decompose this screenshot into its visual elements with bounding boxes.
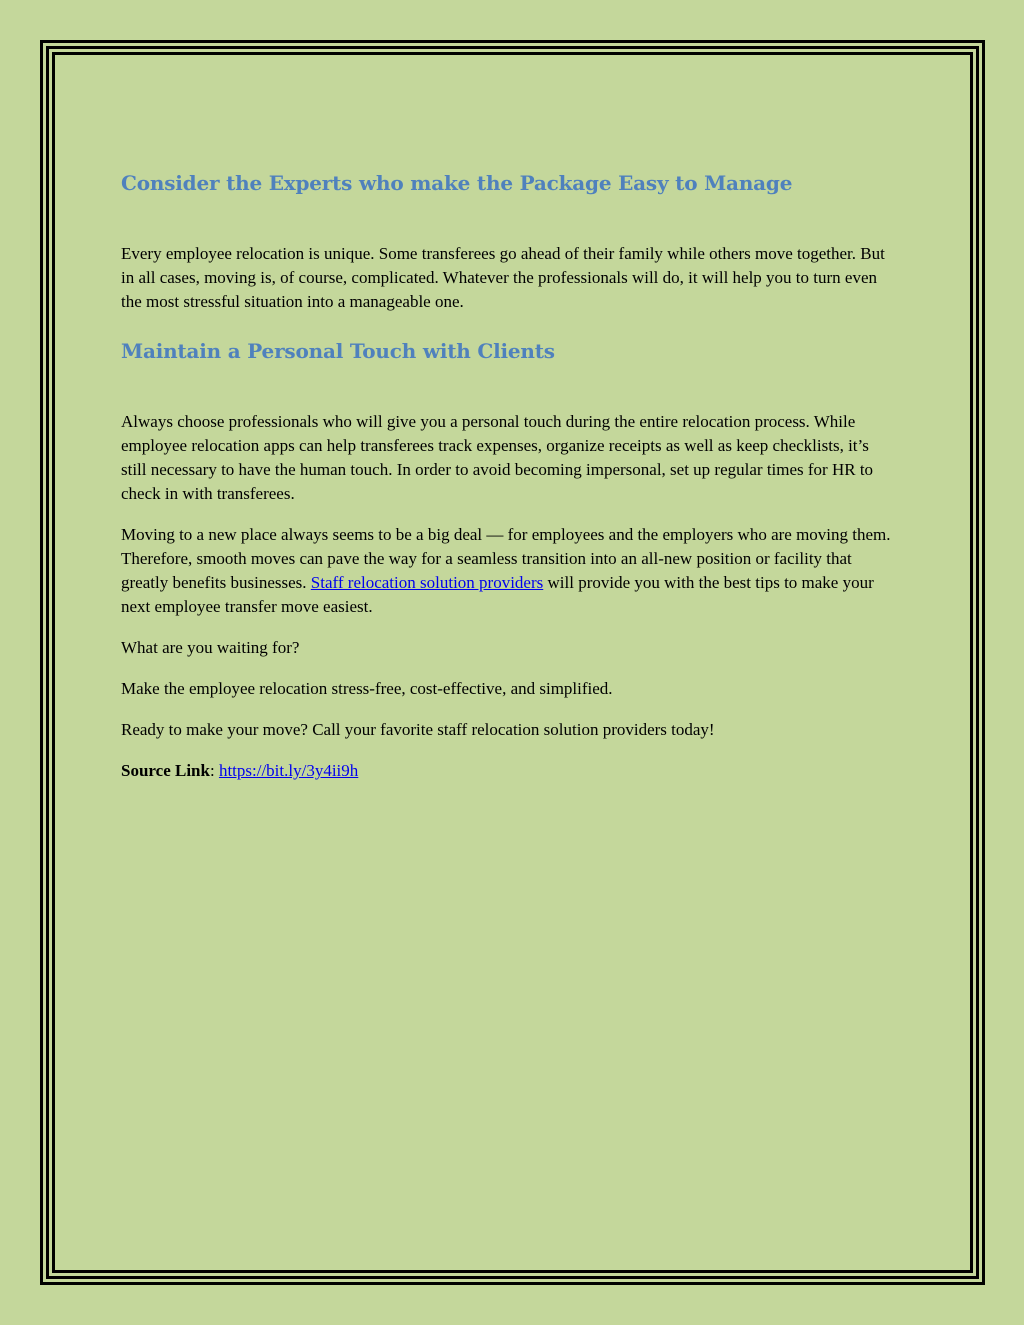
paragraph-ready-to-move: Ready to make your move? Call your favorite staff relocation solution providers today! bbox=[121, 720, 715, 739]
paragraph-choose-professionals: Always choose professionals who will give you a personal touch during the entire relocation process. While employee relocation apps can help transferees track expenses, organize receipts as well as keep checklists, it’s still necessary to have the human touch. In order to avoid becoming impersonal, set up regular times for HR to check in with transferees. bbox=[121, 412, 874, 503]
section-heading-experts: Consider the Experts who make the Package Easy to Manage bbox=[121, 171, 793, 195]
paragraph-moving-text-before: Moving to a new place always seems to be a big deal — for employees and the employers who are moving them. Therefore, smooth moves can pave the way for a seamless transition into an all-new position or facility that greatly benefits businesses. bbox=[121, 525, 891, 592]
source-label: Source Link bbox=[121, 761, 210, 780]
paragraph-moving-text-after: will provide you with the best tips to make your next employee transfer move easiest. bbox=[121, 573, 874, 616]
source-url-link[interactable]: https://bit.ly/3y4ii9h bbox=[218, 761, 359, 780]
paragraph-moving-big-deal bbox=[121, 523, 891, 619]
document-body bbox=[121, 166, 891, 800]
staff-relocation-link[interactable]: Staff relocation solution providers bbox=[310, 573, 544, 592]
section-heading-personal-touch: Maintain a Personal Touch with Clients bbox=[121, 339, 555, 363]
source-separator: : bbox=[209, 761, 219, 780]
paragraph-waiting: What are you waiting for? bbox=[121, 638, 300, 657]
paragraph-relocation-unique: Every employee relocation is unique. Some transferees go ahead of their family while others move together. But in all cases, moving is, of course, complicated. Whatever the professionals will do, it will help you to turn even the most stressful situation into a manageable one. bbox=[121, 244, 885, 311]
source-line bbox=[121, 759, 891, 783]
paragraph-stress-free: Make the employee relocation stress-free, cost-effective, and simplified. bbox=[121, 679, 613, 698]
